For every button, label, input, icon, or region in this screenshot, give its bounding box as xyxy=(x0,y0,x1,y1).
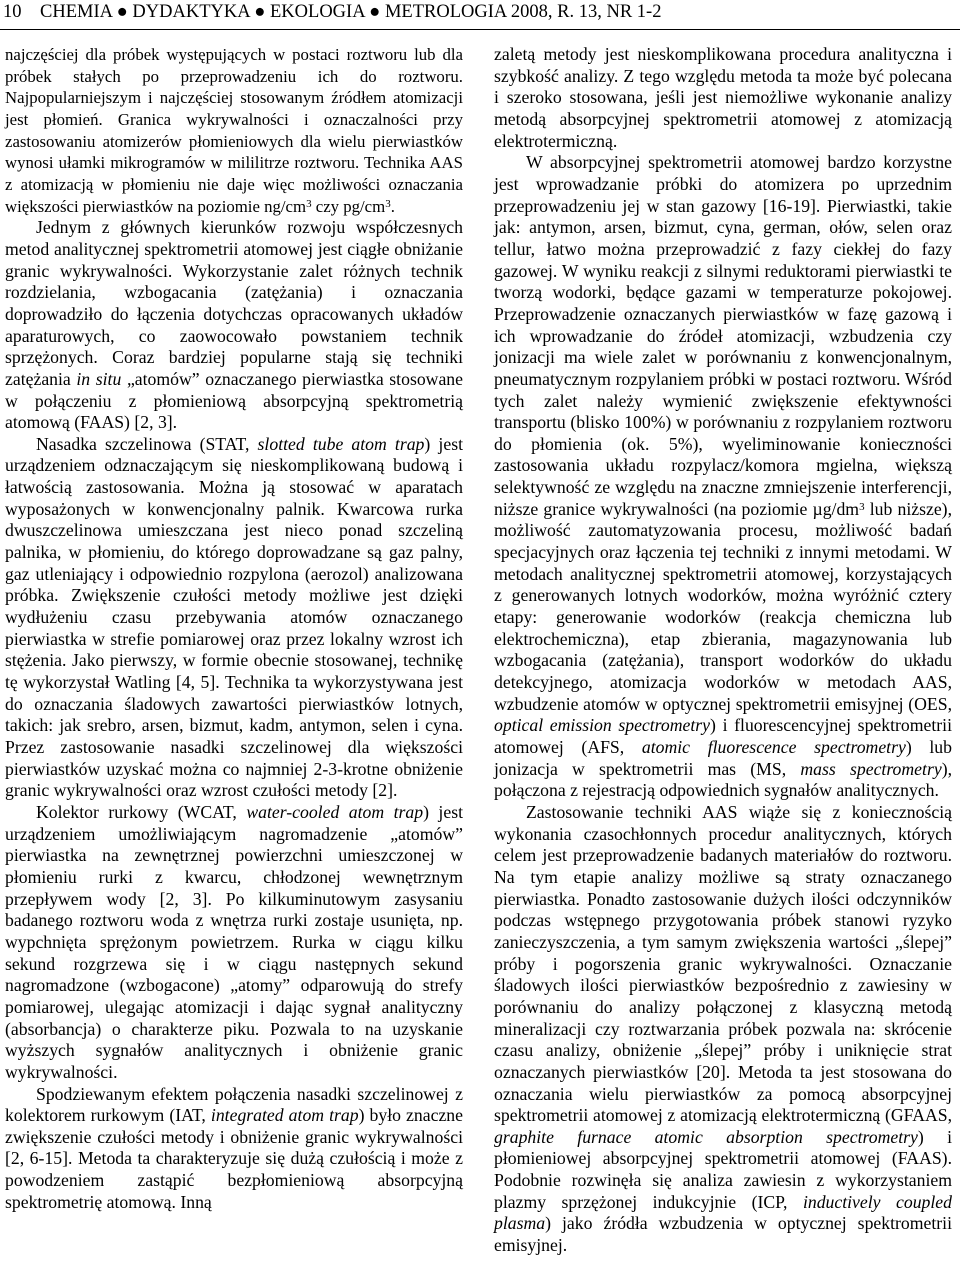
italic-term: graphite furnace atomic absorption spectrometry xyxy=(494,1126,918,1147)
paragraph xyxy=(494,802,952,1257)
bullet-separator: ● xyxy=(369,2,381,22)
paragraph xyxy=(5,44,463,217)
text: „atomów” oznaczanego pierwiastka stosowane w połączeniu z płomieniową absorpcyjną spektrometrią atomową (FAAS) [2, 3]. xyxy=(5,368,463,433)
paragraph xyxy=(5,802,463,1084)
superscript: 3 xyxy=(385,197,391,210)
paragraph xyxy=(5,1084,463,1214)
italic-term: optical emission spectrometry xyxy=(494,715,711,736)
left-column xyxy=(5,44,463,1213)
text: czy pg/cm xyxy=(311,196,386,216)
text: W absorpcyjnej spektrometrii atomowej bardzo korzystne jest wprowadzanie próbki do atomizera po uprzednim przeprowadzeniu jej w stan gazowy [16-19]. Pierwiastki, takie jak: antymon, arsen, bizmut, cyna, german, ołów, selen oraz tellur, łatwo można przeprowadzić z fazy ciekłej do fazy gazowej. W wyniku reakcji z silnymi reduktorami pierwiastki te tworzą wodorki, będące gazami w temperaturze pokojowej. Przeprowadzenie oznaczanych pierwiastków w fazę gazową i ich wprowadzanie do źródeł atomizacji, wzbudzenia czy jonizacji ma wiele zalet w porównaniu z konwencjonalnym, pneumatycznym rozpylaniem próbki w postaci roztworu. Wśród tych zalet należy wymienić zwiększenie efektywności transportu (blisko 100%) w porównaniu z rozpylaniem roztworu do płomienia (ok. 5%), wyeliminowanie konieczności zastosowania układu rozpylacz/komora mgielna, większą selektywność ze względu na znaczne zmniejszenie interferencji, niższe granice wykrywalności (na poziomie µg/dm xyxy=(494,152,952,519)
paragraph xyxy=(5,217,463,434)
journal-name-part-1: CHEMIA xyxy=(40,2,112,22)
superscript: 3 xyxy=(859,500,865,513)
text: Zastosowanie techniki AAS wiąże się z koniecznością wykonania czasochłonnych procedur analitycznych, których celem jest przeprowadzenie badanych materiałów do roztworu. Na tym etapie analizy możliwe są straty oznaczanego pierwiastka. Ponadto zastosowanie dużych ilości odczynników podczas wstępnego przygotowania próbek stanowi ryzyko zanieczyszczenia, a tym samym zwiększenia wartości „ślepej” próby i pogorszenia granic wykrywalności. Oznaczanie śladowych ilości pierwiastków bezpośrednio z zawiesiny w porównaniu do analizy połączonej z klasyczną metodą mineralizacji czy roztwarzania próbek pozwala na: skrócenie czasu analizy, obniżenie „ślepej” próby i uniknięcie strat oznaczanych pierwiastków [20]. Metoda ta jest stosowana do oznaczania wielu pierwiastków za pomocą absorpcyjnej spektrometrii atomowej z atomizacją elektrotermiczną (GFAAS, xyxy=(494,801,952,1126)
text: zaletą metody jest nieskomplikowana procedura analityczna i szybkość analizy. Z tego względu metoda ta może być polecana i szeroko stosowana, jeśli jest niemożliwe wykonanie analizy metodą absorpcyjnej spektrometrii atomowej z atomizacją elektrotermiczną. xyxy=(494,44,952,151)
bullet-separator: ● xyxy=(254,2,266,22)
text: ) było znaczne zwiększenie czułości metody i obniżenie granic wykrywalności [2, 6-15]. Metoda ta charakteryzuje się dużą czułością i może z powodzeniem zastąpić bezpłomieniową absorpcyjną spektrometrię atomową. Inną xyxy=(5,1105,464,1212)
page-number: 10 xyxy=(3,2,22,22)
journal-name-part-3: EKOLOGIA xyxy=(270,2,365,22)
italic-term: mass spectrometry xyxy=(800,758,942,779)
paragraph xyxy=(494,152,952,802)
text: ) lub jonizacja w spektrometrii mas (MS, xyxy=(494,737,952,779)
text: lub niższe), możliwość zautomatyzowania procesu, możliwość badań specjacyjnych oraz łączenia tej techniki z innymi metodami. W metodach analitycznej spektrometrii atomowej, korzystających z generowanych lotnych wodorków, można wyróżnić cztery etapy: generowanie wodorków (reakcja chemiczna lub elektrochemiczna), etap zbierania, magazynowania lub wzbogacania (zatężania), transport wodorków do układu detekcyjnego, atomizacja wodorków w metodach AAS, wzbudzenie atomów w optycznej spektrometrii emisyjnej (OES, xyxy=(494,498,952,714)
right-column xyxy=(494,44,952,1257)
running-header xyxy=(3,0,661,24)
text: ) i fluorescencyjnej spektrometrii atomowej (AFS, xyxy=(494,715,952,757)
paragraph xyxy=(5,434,463,802)
text: ), połączona z rejestracją odpowiednich sygnałów analitycznych. xyxy=(494,758,952,801)
text: ) jest urządzeniem umożliwiającym nagromadzenie „atomów” pierwiastka na zewnętrznej powierzchni umieszczonej w płomieniu rurki z kwarcu, chłodzonej wewnętrznym przepływem wody [2, 3]. Po kilkuminutowym zasysaniu badanego roztworu woda z wnętrza rurki zostaje usunięta, np. wypchnięta sprężonym powietrzem. Rurka w ciągu kilku sekund rozgrzewa się i w ciągu następnych sekund nagromadzone (wzbogacone) „atomy” odparowują do strefy pomiarowej, ulegając atomizacji i dając sygnał analityczny (absorbancja) o charakterze piku. Pozwala to na uzyskanie wyższych sygnałów analitycznych i obniżenie granic wykrywalności. xyxy=(5,801,463,1082)
text: ) jest urządzeniem odznaczającym się nieskomplikowaną budową i łatwością zastosowania. Można ją stosować w aparatach wyposażonych w konwencjonalny palnik. Kwarcowa rurka dwuszczelinowa umieszczana jest nieco ponad szczeliną palnika, w płomieniu, do którego doprowadzane są gaz palny, gaz utleniający i odpowiednio rozpylona (aerozol) analizowana próbka. Zwiększenie czułości metody możliwe jest dzięki wydłużeniu czasu przebywania atomów oznaczanego pierwiastka w strefie pomiarowej oraz przez lokalny wzrost ich stężenia. Jako pierwszy, w formie obecnie stosowanej, technikę tę wykorzystał Watling [4, 5]. Technika ta wykorzystywana jest do oznaczania śladowych zawartości pierwiastków lotnych, takich: jak srebro, arsen, bizmut, kadm, antymon, selen i cyna. Przez zastosowanie nasadki szczelinowej dla większości pierwiastków uzyskać można co najmniej 2-3-krotne obniżenie granic wykrywalności oraz wzrost czułości metody [2]. xyxy=(5,433,463,801)
italic-term: atomic fluorescence spectrometry xyxy=(641,737,906,757)
text: Nasadka szczelinowa (STAT, xyxy=(36,433,258,454)
journal-name-part-4: METROLOGIA 2008, R. 13, NR 1-2 xyxy=(384,2,662,22)
italic-term: slotted tube atom trap xyxy=(257,433,425,454)
header-rule xyxy=(0,29,960,30)
text: . xyxy=(390,196,395,216)
italic-term: integrated atom trap xyxy=(210,1105,359,1126)
italic-term: in situ xyxy=(76,368,122,389)
text: Jednym z głównych kierunków rozwoju współczesnych metod analitycznej spektrometrii atomowej jest ciągłe obniżanie granic wykrywalności. Wykorzystanie zalet różnych technik rozdzielania, wzbogacania (zatężania) i oznaczania doprowadziło do łączenia dotychczas opracowanych układów aparaturowych, co zaowocowało powstaniem technik sprzężonych. Coraz bardziej popularne stają się techniki zatężania xyxy=(5,217,463,389)
paragraph xyxy=(494,44,952,152)
text: najczęściej dla próbek występujących w postaci roztworu lub dla próbek stałych po przeprowadzeniu ich do roztworu. Najpopularniejszym i najczęściej stosowanym źródłem atomizacji jest płomień. Granica wykrywalności i oznaczalności przy zastosowaniu atomizerów płomieniowych dla wielu pierwiastków wynosi ułamki mikrogramów w mililitrze roztworu. Technika AAS z atomizacją w płomieniu nie daje więc możliwości oznaczania większości pierwiastków na poziomie ng/cm xyxy=(5,45,463,216)
superscript: 3 xyxy=(306,197,312,210)
text: Kolektor rurkowy (WCAT, xyxy=(36,801,247,822)
journal-name-part-2: DYDAKTYKA xyxy=(132,2,250,22)
text: ) i płomieniowej absorpcyjnej spektrometrii atomowej (FAAS). Podobnie rozwinęła się analiza zawiesin z wykorzystaniem plazmy sprzężonej indukcyjnie (ICP, xyxy=(494,1126,952,1212)
bullet-separator: ● xyxy=(116,2,128,22)
text: Spodziewanym efektem połączenia nasadki szczelinowej z kolektorem rurkowym (IAT, xyxy=(5,1083,463,1126)
italic-term: inductively coupled plasma xyxy=(494,1191,952,1234)
italic-term: water-cooled atom trap xyxy=(246,801,424,822)
text: ) jako źródła wzbudzenia w optycznej spektrometrii emisyjnej. xyxy=(494,1213,952,1256)
